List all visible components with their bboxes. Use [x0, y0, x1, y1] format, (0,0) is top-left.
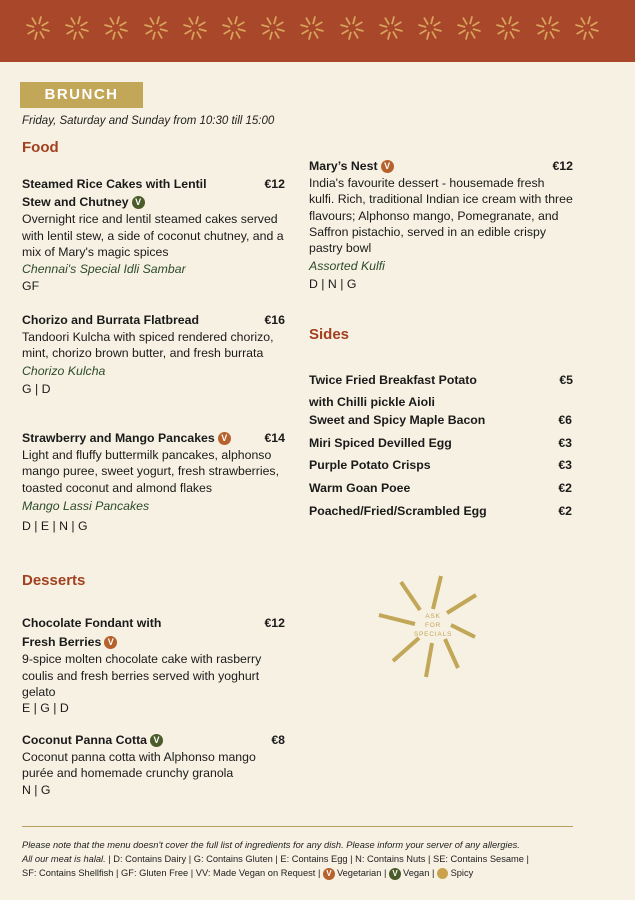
side-item: [309, 458, 573, 472]
vegetarian-icon: V: [218, 432, 231, 445]
side-price: €2: [558, 504, 572, 518]
chilli-icon: [437, 868, 448, 879]
side-price: €3: [558, 458, 572, 472]
item-name: Chorizo and Burrata Flatbread: [22, 313, 199, 327]
sun-motif-icon: [338, 14, 366, 42]
vegan-icon: V: [132, 196, 145, 209]
side-price: €6: [558, 413, 572, 427]
legend-vegan: Vegan: [403, 868, 430, 878]
vegetarian-icon: V: [381, 160, 394, 173]
side-name: Warm Goan Poee: [309, 481, 411, 495]
menu-item-idli: [22, 176, 285, 294]
opening-hours: Friday, Saturday and Sunday from 10:30 till 15:00: [22, 115, 275, 127]
item-description: Light and fluffy buttermilk pancakes, alphonso mango puree, sweet yogurt, fresh strawberries, toasted coconut and almond flakes: [22, 448, 279, 495]
side-item: [309, 413, 573, 427]
section-desserts: Desserts: [22, 572, 86, 589]
side-name: Purple Potato Crisps: [309, 458, 431, 472]
side-name: Sweet and Spicy Maple Bacon: [309, 413, 486, 427]
allergen-legend-2: SF: Contains Shellfish | GF: Gluten Free | VV: Made Vegan on Request |: [22, 868, 323, 878]
item-subtitle: Chennai's Special Idli Sambar: [22, 262, 186, 277]
vegan-icon: V: [150, 734, 163, 747]
item-name-2: Stew and Chutney: [22, 195, 129, 210]
item-subtitle: Chorizo Kulcha: [22, 363, 106, 378]
sun-motif-icon: [24, 14, 52, 42]
side-item: [309, 481, 573, 495]
side-name: Poached/Fried/Scrambled Egg: [309, 504, 487, 518]
side-price: €2: [558, 481, 572, 495]
side-name-2: with Chilli pickle Aioli: [309, 395, 435, 409]
side-price: €3: [558, 436, 572, 450]
item-name: Coconut Panna Cotta: [22, 733, 148, 747]
sun-motif-icon: [494, 14, 522, 42]
allergy-note: Please note that the menu doesn't cover the full list of ingredients for any dish. Please inform your server of any allergies.: [22, 840, 520, 850]
halal-note: All our meat is halal.: [22, 854, 106, 864]
section-sides: Sides: [309, 326, 350, 343]
sun-motif-icon: [102, 14, 130, 42]
item-allergens: N | G: [22, 782, 51, 797]
side-item: [309, 369, 573, 413]
sun-motif-icon: [259, 14, 287, 42]
ask-for-specials-starburst: [373, 565, 493, 685]
item-allergens: G | D: [22, 381, 51, 396]
side-item: [309, 504, 573, 518]
legend-spicy: Spicy: [450, 868, 474, 878]
specials-word-3: SPECIALS: [413, 631, 453, 638]
item-allergens: D | E | N | G: [22, 519, 88, 534]
item-price: €16: [264, 313, 285, 327]
vegetarian-icon: V: [104, 636, 117, 649]
sun-motif-icon: [455, 14, 483, 42]
brunch-badge: BRUNCH: [20, 82, 143, 108]
item-name: Strawberry and Mango Pancakes: [22, 431, 215, 445]
item-allergens: D | N | G: [309, 277, 357, 292]
item-name: Steamed Rice Cakes with Lentil: [22, 177, 207, 191]
sun-motif-icon: [534, 14, 562, 42]
item-price: €14: [264, 431, 285, 445]
footer-notes: Please note that the menu doesn't cover the full list of ingredients for any dish. Please inform your server of any allergies. All our meat is halal. | D: Contains Dairy | G: Contains Gluten | E: Contains Egg | N: Contains Nuts | SE: Contains Sesame | SF: Contains Shellfish | GF: Gluten Free | VV: Made Vegan on Request | V Vegetarian | V Vegan | Spicy: [22, 838, 582, 880]
footer-divider: [22, 826, 573, 827]
item-allergens: E | G | D: [22, 701, 69, 716]
sun-motif-icon: [181, 14, 209, 42]
item-allergens: GF: [22, 279, 40, 294]
item-price: €12: [264, 616, 285, 630]
item-description: India's favourite dessert - housemade fresh kulfi. Rich, traditional Indian ice cream with three flavours; Alphonso mango, Pomegranate, and Saffron pistachio, served in an edible crispy pastry bowl: [309, 176, 573, 256]
sun-motif-icon: [63, 14, 91, 42]
menu-item-panna-cotta: [22, 732, 285, 798]
menu-item-fondant: [22, 615, 285, 716]
item-name: Chocolate Fondant with: [22, 616, 162, 630]
item-description: Tandoori Kulcha with spiced rendered chorizo, mint, chorizo brown butter, and fresh burrata: [22, 330, 274, 361]
sun-motif-icon: [220, 14, 248, 42]
side-price: €5: [559, 373, 573, 387]
item-description: Coconut panna cotta with Alphonso mango purée and homemade crunchy granola: [22, 750, 256, 781]
item-name: Mary’s Nest: [309, 159, 378, 173]
item-description: Overnight rice and lentil steamed cakes served with lentil stew, a side of coconut chutney, and a mix of Mary's magic spices: [22, 212, 284, 259]
sun-motif-icon: [377, 14, 405, 42]
sun-motif-icon: [573, 14, 601, 42]
specials-word-2: FOR: [424, 622, 442, 629]
vegetarian-icon: V: [323, 868, 335, 880]
menu-item-flatbread: [22, 312, 285, 397]
sun-motif-icon: [142, 14, 170, 42]
side-name: Miri Spiced Devilled Egg: [309, 436, 452, 450]
side-name: Twice Fried Breakfast Potato: [309, 373, 477, 387]
sun-motif-icon: [416, 14, 444, 42]
allergen-legend-1: | D: Contains Dairy | G: Contains Gluten | E: Contains Egg | N: Contains Nuts | SE: Contains Sesame |: [105, 854, 529, 864]
menu-item-pancakes: [22, 430, 285, 534]
item-name-2: Fresh Berries: [22, 635, 102, 650]
item-price: €8: [271, 733, 285, 747]
section-food: Food: [22, 139, 59, 156]
menu-item-marys-nest: [309, 158, 573, 293]
item-subtitle: Mango Lassi Pancakes: [22, 498, 150, 513]
legend-vegetarian: Vegetarian: [336, 868, 382, 878]
specials-word-1: ASK: [425, 613, 441, 620]
sun-motif-icon: [298, 14, 326, 42]
item-description: 9-spice molten chocolate cake with rasberry coulis and fresh berries served with yoghurt gelato: [22, 652, 262, 699]
vegan-icon: V: [389, 868, 401, 880]
item-subtitle: Assorted Kulfi: [309, 259, 385, 274]
side-item: [309, 436, 573, 450]
item-price: €12: [552, 159, 573, 173]
item-price: €12: [264, 177, 285, 191]
